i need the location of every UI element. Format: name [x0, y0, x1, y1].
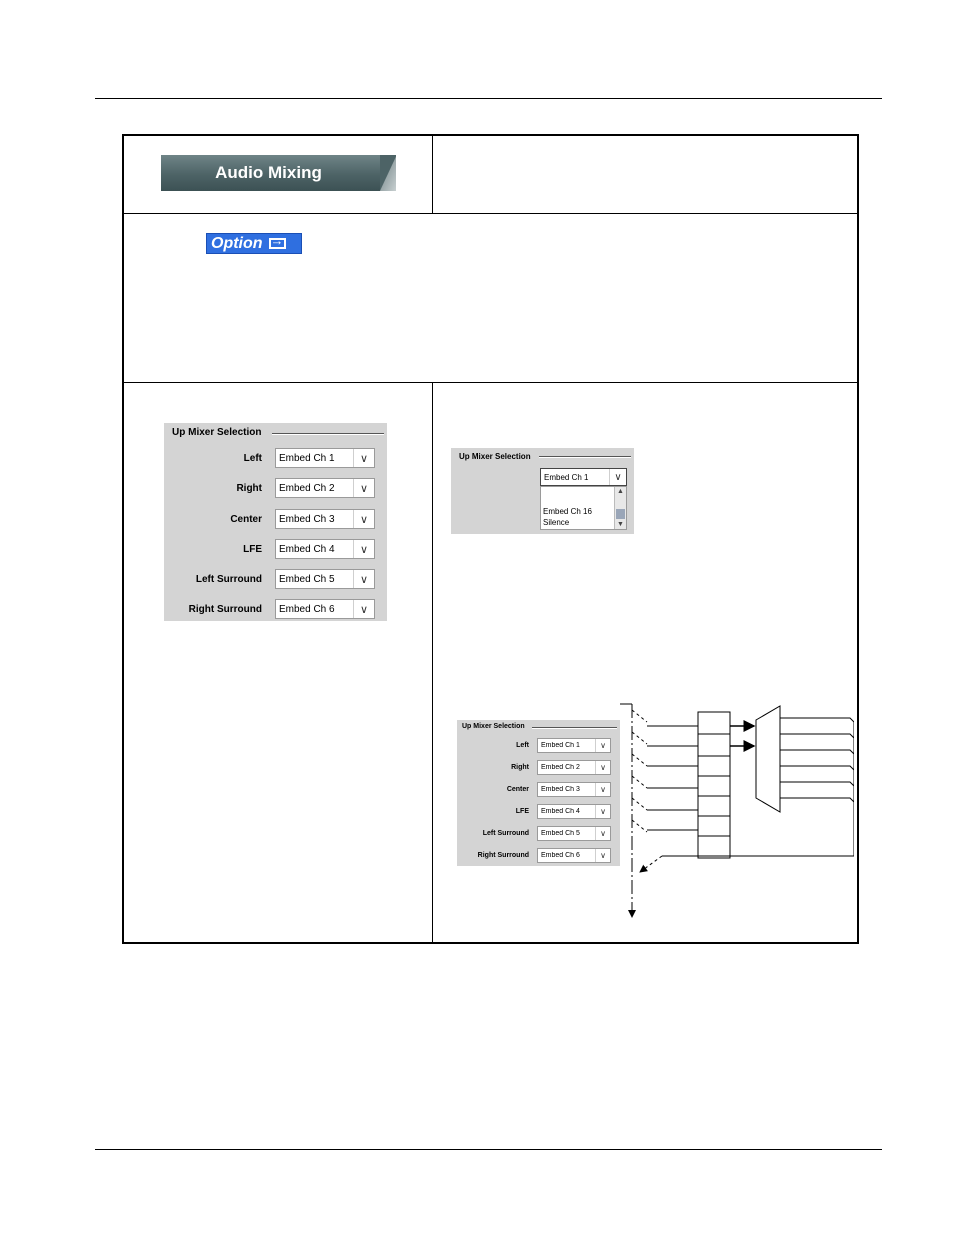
up-mixer-panel: [164, 423, 387, 621]
panel-title: Up Mixer Selection: [172, 427, 262, 438]
select-value: Embed Ch 5: [279, 573, 335, 585]
option-badge: [206, 233, 302, 254]
routing-lines: [647, 726, 698, 830]
chevron-down-icon[interactable]: ∨: [595, 783, 610, 796]
row-label-left: Left: [243, 453, 262, 464]
select-value: Embed Ch 4: [541, 808, 580, 815]
row-label-center: Center: [506, 786, 529, 793]
chevron-down-icon[interactable]: ∨: [353, 570, 374, 588]
chevron-down-icon[interactable]: ∨: [595, 849, 610, 862]
tab-label: Audio Mixing: [215, 163, 322, 182]
chevron-down-icon[interactable]: ∨: [353, 510, 374, 528]
table-divider: [124, 382, 857, 383]
row-label-lfe: LFE: [243, 544, 262, 555]
signal-flow-diagram: [614, 696, 854, 926]
scroll-down-icon[interactable]: ▼: [617, 521, 624, 528]
feature-table: [122, 134, 859, 944]
table-column-divider: [432, 382, 433, 944]
lfe-channel-select[interactable]: [275, 539, 375, 559]
list-item[interactable]: Silence: [543, 518, 570, 527]
left-channel-select[interactable]: [275, 448, 375, 468]
center-channel-select[interactable]: [275, 509, 375, 529]
select-value: Embed Ch 1: [544, 472, 589, 482]
row-label-left-surround: Left Surround: [482, 830, 529, 837]
right-surround-channel-select[interactable]: [537, 848, 611, 863]
select-value: Embed Ch 6: [541, 852, 580, 859]
select-value: Embed Ch 3: [279, 513, 335, 525]
chevron-down-icon[interactable]: ∨: [595, 805, 610, 818]
scrollbar-thumb[interactable]: [616, 509, 625, 519]
table-divider: [124, 213, 857, 214]
select-value: Embed Ch 2: [279, 482, 335, 494]
bus-arrow-icon: [628, 910, 636, 918]
select-value: Embed Ch 4: [279, 543, 335, 555]
row-label-center: Center: [230, 514, 262, 525]
up-mixer-diagram-panel: [457, 720, 620, 866]
arrow-right-box-icon: [269, 238, 286, 249]
right-channel-select[interactable]: [537, 760, 611, 775]
row-label-right-surround: Right Surround: [188, 604, 262, 615]
header-rule: [95, 98, 882, 99]
up-mixer-dropdown-panel: [451, 448, 634, 534]
right-surround-channel-select[interactable]: [275, 599, 375, 619]
select-value: Embed Ch 1: [541, 742, 580, 749]
panel-title: Up Mixer Selection: [462, 723, 525, 730]
select-value: Embed Ch 6: [279, 603, 335, 615]
chevron-down-icon[interactable]: ∨: [609, 469, 626, 485]
row-label-right: Right: [511, 764, 529, 771]
right-channel-select[interactable]: [275, 478, 375, 498]
select-value: Embed Ch 5: [541, 830, 580, 837]
row-label-right: Right: [236, 483, 262, 494]
panel-title-rule: [272, 433, 384, 435]
left-channel-select-open[interactable]: [540, 468, 627, 486]
bus-taps: [632, 710, 647, 832]
audio-mixing-tab[interactable]: [161, 155, 396, 191]
lfe-channel-select[interactable]: [537, 804, 611, 819]
row-label-right-surround: Right Surround: [477, 852, 529, 859]
footer-rule: [95, 1149, 882, 1150]
left-surround-channel-select[interactable]: [275, 569, 375, 589]
chevron-down-icon[interactable]: ∨: [353, 449, 374, 467]
chevron-down-icon[interactable]: ∨: [595, 761, 610, 774]
chevron-down-icon[interactable]: ∨: [353, 600, 374, 618]
panel-title-rule: [532, 727, 617, 729]
panel-title: Up Mixer Selection: [459, 452, 531, 461]
dropdown-list[interactable]: [540, 486, 627, 530]
row-label-left: Left: [516, 742, 529, 749]
panel-title-rule: [539, 456, 631, 458]
chevron-down-icon[interactable]: ∨: [595, 739, 610, 752]
select-value: Embed Ch 3: [541, 786, 580, 793]
chevron-down-icon[interactable]: ∨: [595, 827, 610, 840]
list-item[interactable]: Embed Ch 16: [543, 507, 592, 516]
left-channel-select[interactable]: [537, 738, 611, 753]
dropdown-scrollbar[interactable]: [614, 487, 626, 529]
chevron-down-icon[interactable]: ∨: [353, 540, 374, 558]
center-channel-select[interactable]: [537, 782, 611, 797]
select-value: Embed Ch 1: [279, 452, 335, 464]
row-label-left-surround: Left Surround: [195, 574, 262, 585]
option-label: Option: [211, 234, 263, 252]
upmixer-block: [756, 706, 780, 812]
return-arrow: [640, 856, 662, 872]
left-surround-channel-select[interactable]: [537, 826, 611, 841]
row-label-lfe: LFE: [515, 808, 529, 815]
upmixer-outputs: [780, 718, 854, 802]
table-column-divider: [432, 136, 433, 213]
chevron-down-icon[interactable]: ∨: [353, 479, 374, 497]
select-value: Embed Ch 2: [541, 764, 580, 771]
scroll-up-icon[interactable]: ▲: [617, 488, 624, 495]
